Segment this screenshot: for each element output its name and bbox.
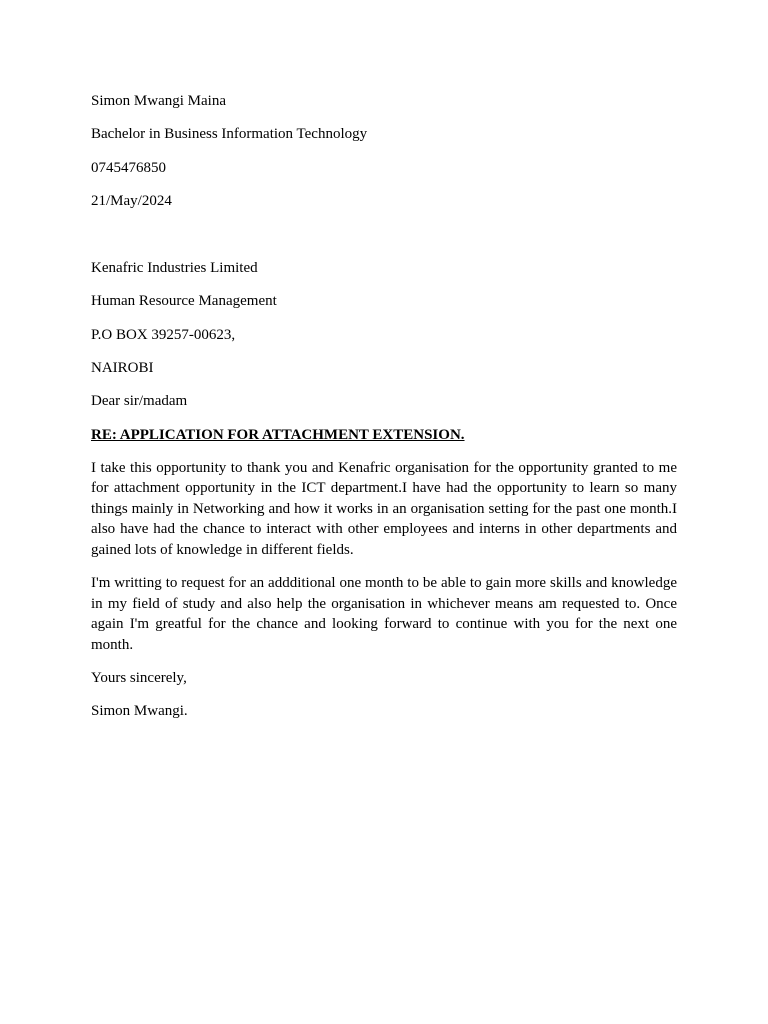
letter-body <box>91 91 677 735</box>
sender-phone: 0745476850 <box>91 159 166 176</box>
sender-name: Simon Mwangi Maina <box>91 93 226 109</box>
sender-program: Bachelor in Business Information Technology <box>91 126 368 143</box>
address-spacer <box>91 224 677 258</box>
recipient-department: Human Resource Management <box>91 293 277 310</box>
recipient-company: Kenafric Industries Limited <box>91 260 258 277</box>
letter-date: 21/May/2024 <box>91 192 172 209</box>
recipient-city: NAIROBI <box>91 360 154 377</box>
body-paragraph-1: I take this opportunity to thank you and Kenafric organisation for the opportunity granted to me for attachment opportunity in the ICT department.I have had the opportunity to learn so many things mainly in Networking and how it works in an organisation setting for the past one month.I also have had the chance to interact with other employees and interns in other departments and gained lots of knowledge in different fields. <box>91 459 677 558</box>
signature: Simon Mwangi. <box>91 703 188 720</box>
subject-line: RE: APPLICATION FOR ATTACHMENT EXTENSION. <box>91 426 465 443</box>
recipient-po-box: P.O BOX 39257-00623, <box>91 326 236 343</box>
closing: Yours sincerely, <box>91 670 187 687</box>
body-paragraph-2: I'm writting to request for an addditional one month to be able to gain more skills and knowledge in my field of study and also help the organisation in whichever means am requested to. Once again I'm greatful for the chance and looking forward to continue with you for the next one month. <box>91 575 677 653</box>
salutation: Dear sir/madam <box>91 393 188 410</box>
